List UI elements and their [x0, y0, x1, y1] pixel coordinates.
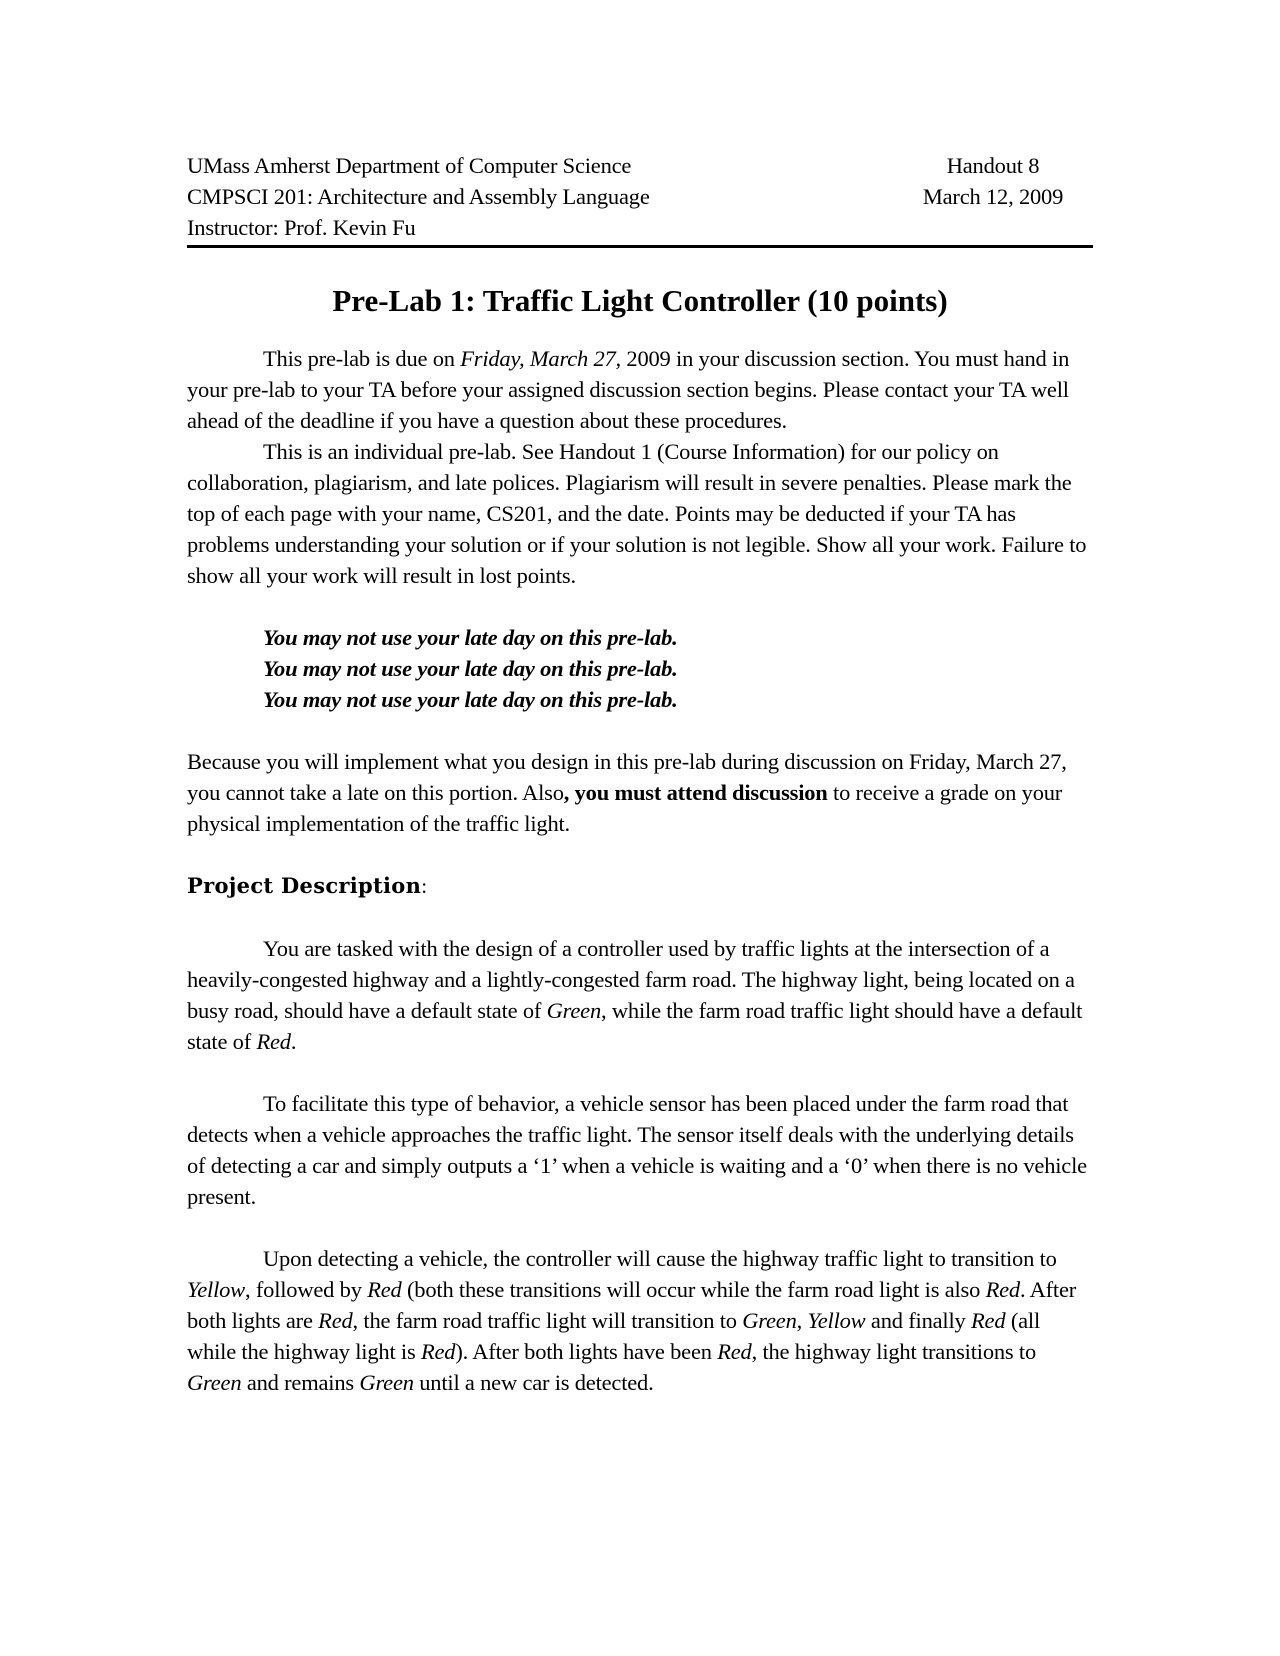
description-text: (all while the highway light is: [187, 1308, 1040, 1364]
state-red: Red: [318, 1308, 353, 1333]
section-heading: [187, 870, 1093, 902]
description-paragraph-sensor: To facilitate this type of behavior, a vehicle sensor has been placed under the farm road that detects when a vehicle approaches the traffic light. The sensor itself deals with the underlying details of detecting a car and simply outputs a ‘1’ when a vehicle is waiting and a ‘0’ when there is no vehicle present.: [187, 1091, 1087, 1209]
warning-line: You may not use your late day on this pre-lab.: [263, 625, 678, 650]
header-left-block: [187, 150, 807, 243]
intro-text: 2009 in your discussion section. You must hand in your pre-lab to your TA before your assigned discussion section begins. Please contact your TA well ahead of the deadline if you have a question about these procedures.: [187, 346, 1070, 433]
document-header: [187, 150, 1093, 243]
attendance-paragraph: [187, 746, 1093, 839]
handout-number: Handout 8: [946, 153, 1040, 178]
description-text: until a new car is detected.: [413, 1370, 654, 1395]
warning-line: You may not use your late day on this pre-lab.: [263, 687, 678, 712]
due-date: Friday, March 27,: [460, 346, 621, 371]
section-heading-text: Project Description: [187, 873, 422, 898]
instructor-name: Instructor: Prof. Kevin Fu: [187, 215, 416, 240]
description-text: . After both lights are: [187, 1277, 1077, 1333]
page-title: Pre-Lab 1: Traffic Light Controller (10 points): [332, 283, 948, 318]
description-text: , the farm road traffic light will transition to: [352, 1308, 743, 1333]
description-text: ). After both lights have been: [455, 1339, 718, 1364]
description-text: , the highway light transitions to: [751, 1339, 1037, 1364]
state-red: Red: [367, 1277, 402, 1302]
description-text: and remains: [241, 1370, 360, 1395]
state-red: Red: [717, 1339, 752, 1364]
attendance-text: Because you will implement what you design in this pre-lab during discussion on Friday, March 27, you cannot take a late on this portion. Also: [187, 749, 1067, 805]
section-heading-colon: :: [421, 874, 428, 898]
state-red: Red: [256, 1029, 291, 1054]
description-text: and finally: [865, 1308, 971, 1333]
state-red: Red: [985, 1277, 1020, 1302]
state-green: Green: [187, 1370, 242, 1395]
attendance-text: to receive a grade on your physical implementation of the traffic light.: [187, 780, 1063, 836]
description-text: .: [290, 1029, 297, 1054]
description-text: You are tasked with the design of a controller used by traffic lights at the intersection of a heavily-congested highway and a lightly-congested farm road. The highway light, being located on a busy road, should have a default state of: [187, 936, 1075, 1023]
intro-text: This pre-lab is due on: [263, 346, 461, 371]
description-text: ,: [796, 1308, 808, 1333]
department-name: UMass Amherst Department of Computer Science: [187, 153, 632, 178]
intro-paragraph-policy: This is an individual pre-lab. See Handout 1 (Course Information) for our policy on collaboration, plagiarism, and late polices. Plagiarism will result in severe penalties. Please mark the top of each page with your name, CS201, and the date. Points may be deducted if your TA has problems understanding your solution or if your solution is not legible. Show all your work. Failure to show all your work will result in lost points.: [187, 439, 1087, 588]
state-green: Green: [359, 1370, 414, 1395]
state-green: Green: [742, 1308, 797, 1333]
attendance-emphasis: , you must attend discussion: [563, 780, 828, 805]
description-paragraph-sequence: [187, 1243, 1093, 1398]
document-page: [187, 150, 1093, 1398]
state-red: Red: [420, 1339, 456, 1364]
description-text: , while the farm road traffic light should have a default state of: [187, 998, 1083, 1054]
state-yellow: Yellow: [807, 1308, 866, 1333]
header-right-block: [893, 150, 1093, 212]
state-yellow: Yellow: [187, 1277, 245, 1302]
course-name: CMPSCI 201: Architecture and Assembly Language: [187, 184, 650, 209]
intro-paragraph-due: [187, 343, 1093, 436]
description-text: Upon detecting a vehicle, the controller will cause the highway traffic light to transition to: [263, 1246, 1057, 1271]
description-text: , followed by: [245, 1277, 368, 1302]
warning-line: You may not use your late day on this pre-lab.: [263, 656, 678, 681]
state-red: Red: [971, 1308, 1006, 1333]
late-day-warnings: [187, 622, 1093, 715]
description-paragraph-default: [187, 933, 1093, 1057]
description-text: (both these transitions will occur while the farm road light is also: [401, 1277, 986, 1302]
handout-date: March 12, 2009: [922, 184, 1064, 209]
state-green: Green: [546, 998, 602, 1023]
